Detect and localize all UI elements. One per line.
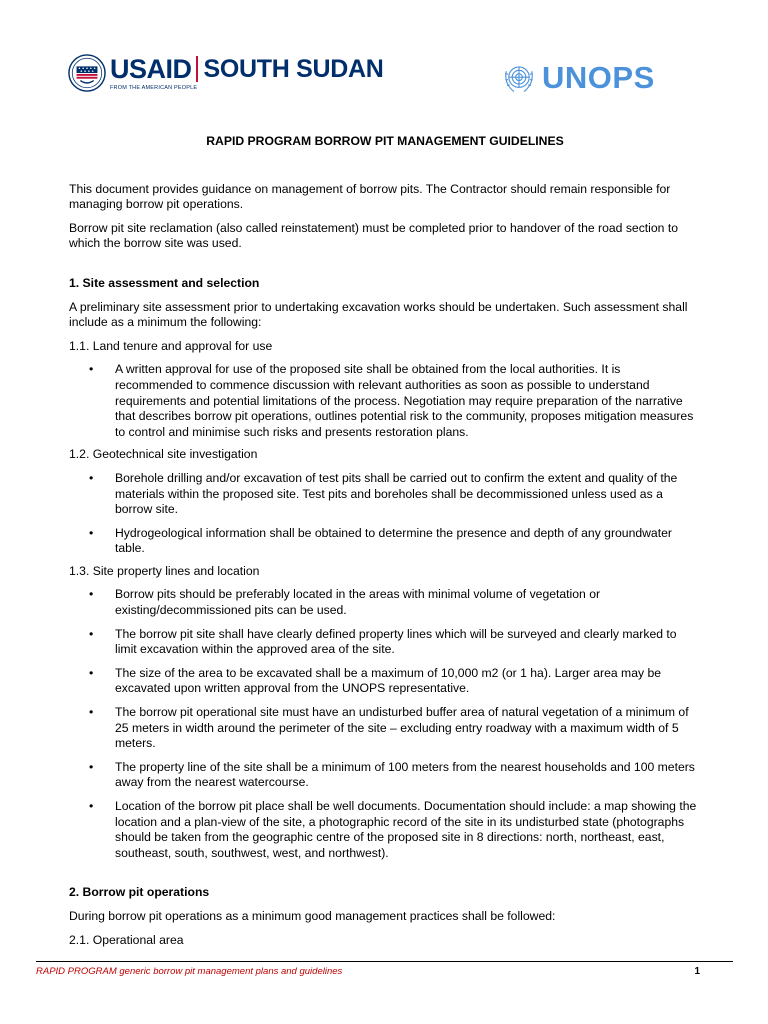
list-item: [69, 627, 701, 658]
intro-paragraph: This document provides guidance on management of borrow pits. The Contractor should remain responsible for managing borrow pit operations.: [69, 181, 671, 212]
list-item-text: Hydrogeological information shall be obtained to determine the presence and depth of any groundwater table.: [115, 525, 672, 556]
bullet-icon: •: [89, 362, 94, 377]
list-item-text: Location of the borrow pit place shall be well documents. Documentation should include: a map showing the location and a plan-view of the site, a photographic record of the site in its undisturbed state (photographs should be taken from the geographic centre of the proposed site in 8 directions: north, northeast, east, southeast, south, southwest, west, and northwest).: [115, 799, 697, 860]
bullet-icon: •: [89, 759, 94, 774]
list-item-text: A written approval for use of the proposed site shall be obtained from the local authorities. It is recommended to commence discussion with relevant authorities as soon as possible to understand requirements and potential limitations of the process. Negotiation may require preparation of the narrative that describes borrow pit operations, outlines potential risk to the community, proposes mitigation measures to control and minimise such risks and presents restoration plans.: [115, 362, 694, 439]
list-item: [69, 799, 701, 861]
usaid-country-name: SOUTH SUDAN: [203, 55, 384, 83]
bullet-icon: •: [89, 470, 94, 485]
subsection-heading: 1.1. Land tenure and approval for use: [69, 338, 273, 353]
list-item: [69, 362, 701, 440]
subsection-heading: 1.3. Site property lines and location: [69, 563, 260, 578]
list-item: [69, 526, 701, 557]
bullet-list: [69, 587, 701, 861]
list-item-text: The size of the area to be excavated shall be a maximum of 10,000 m2 (or 1 ha). Larger area may be excavated upon written approval from the UNOPS representative.: [115, 665, 662, 696]
section-heading: 1. Site assessment and selection: [69, 275, 260, 290]
unops-wordmark: UNOPS: [542, 60, 655, 95]
list-item: [69, 587, 701, 618]
bullet-icon: •: [89, 587, 94, 602]
usaid-seal-icon: [68, 54, 106, 92]
document-body: [69, 134, 701, 956]
list-item-text: Borrow pits should be preferably located in the areas with minimal volume of vegetation or existing/decommissioned pits can be used.: [115, 587, 601, 618]
bullet-list: [69, 362, 701, 440]
page-number: 1: [694, 966, 700, 977]
usaid-logo: [68, 54, 388, 98]
list-item-text: Borehole drilling and/or excavation of test pits shall be carried out to confirm the extent and quality of the materials within the proposed site. Test pits and boreholes shall be decommissioned unless used as a borrow site.: [115, 470, 678, 517]
bullet-icon: •: [89, 626, 94, 641]
bullet-icon: •: [89, 705, 94, 720]
un-emblem-icon: [502, 61, 536, 95]
bullet-icon: •: [89, 799, 94, 813]
section-intro: A preliminary site assessment prior to undertaking excavation works should be undertaken. Such assessment shall include as a minimum the following:: [69, 299, 688, 330]
list-item: [69, 666, 701, 697]
subsection-heading: 1.2. Geotechnical site investigation: [69, 447, 258, 462]
list-item: [69, 705, 701, 752]
section-intro: During borrow pit operations as a minimum good management practices shall be followed:: [69, 908, 556, 923]
logo-divider: [196, 56, 198, 82]
section-heading: 2. Borrow pit operations: [69, 885, 210, 900]
list-item-text: The property line of the site shall be a minimum of 100 meters from the nearest households and 100 meters away from the nearest watercourse.: [115, 759, 695, 790]
bullet-list: [69, 471, 701, 557]
usaid-tagline: FROM THE AMERICAN PEOPLE: [110, 85, 198, 91]
list-item: [69, 760, 701, 791]
list-item-text: The borrow pit operational site must have an undisturbed buffer area of natural vegetation of a minimum of 25 meters in width around the perimeter of the site – excluding entry roadway with a maximum width of 5 meters.: [115, 705, 689, 751]
footer-text: RAPID PROGRAM generic borrow pit management plans and guidelines: [36, 966, 343, 977]
usaid-wordmark: USAID: [110, 54, 192, 84]
subsection-heading: 2.1. Operational area: [69, 932, 184, 947]
list-item: [69, 471, 701, 518]
intro-paragraph: Borrow pit site reclamation (also called reinstatement) must be completed prior to handover of the road section to which the borrow site was used.: [69, 220, 679, 251]
bullet-icon: •: [89, 525, 94, 540]
list-item-text: The borrow pit site shall have clearly defined property lines which will be surveyed and clearly marked to limit excavation within the approved area of the site.: [115, 626, 677, 657]
bullet-icon: •: [89, 665, 94, 680]
document-title: RAPID PROGRAM BORROW PIT MANAGEMENT GUIDELINES: [206, 134, 564, 148]
unops-logo: [502, 60, 655, 96]
footer-divider: [36, 961, 733, 962]
